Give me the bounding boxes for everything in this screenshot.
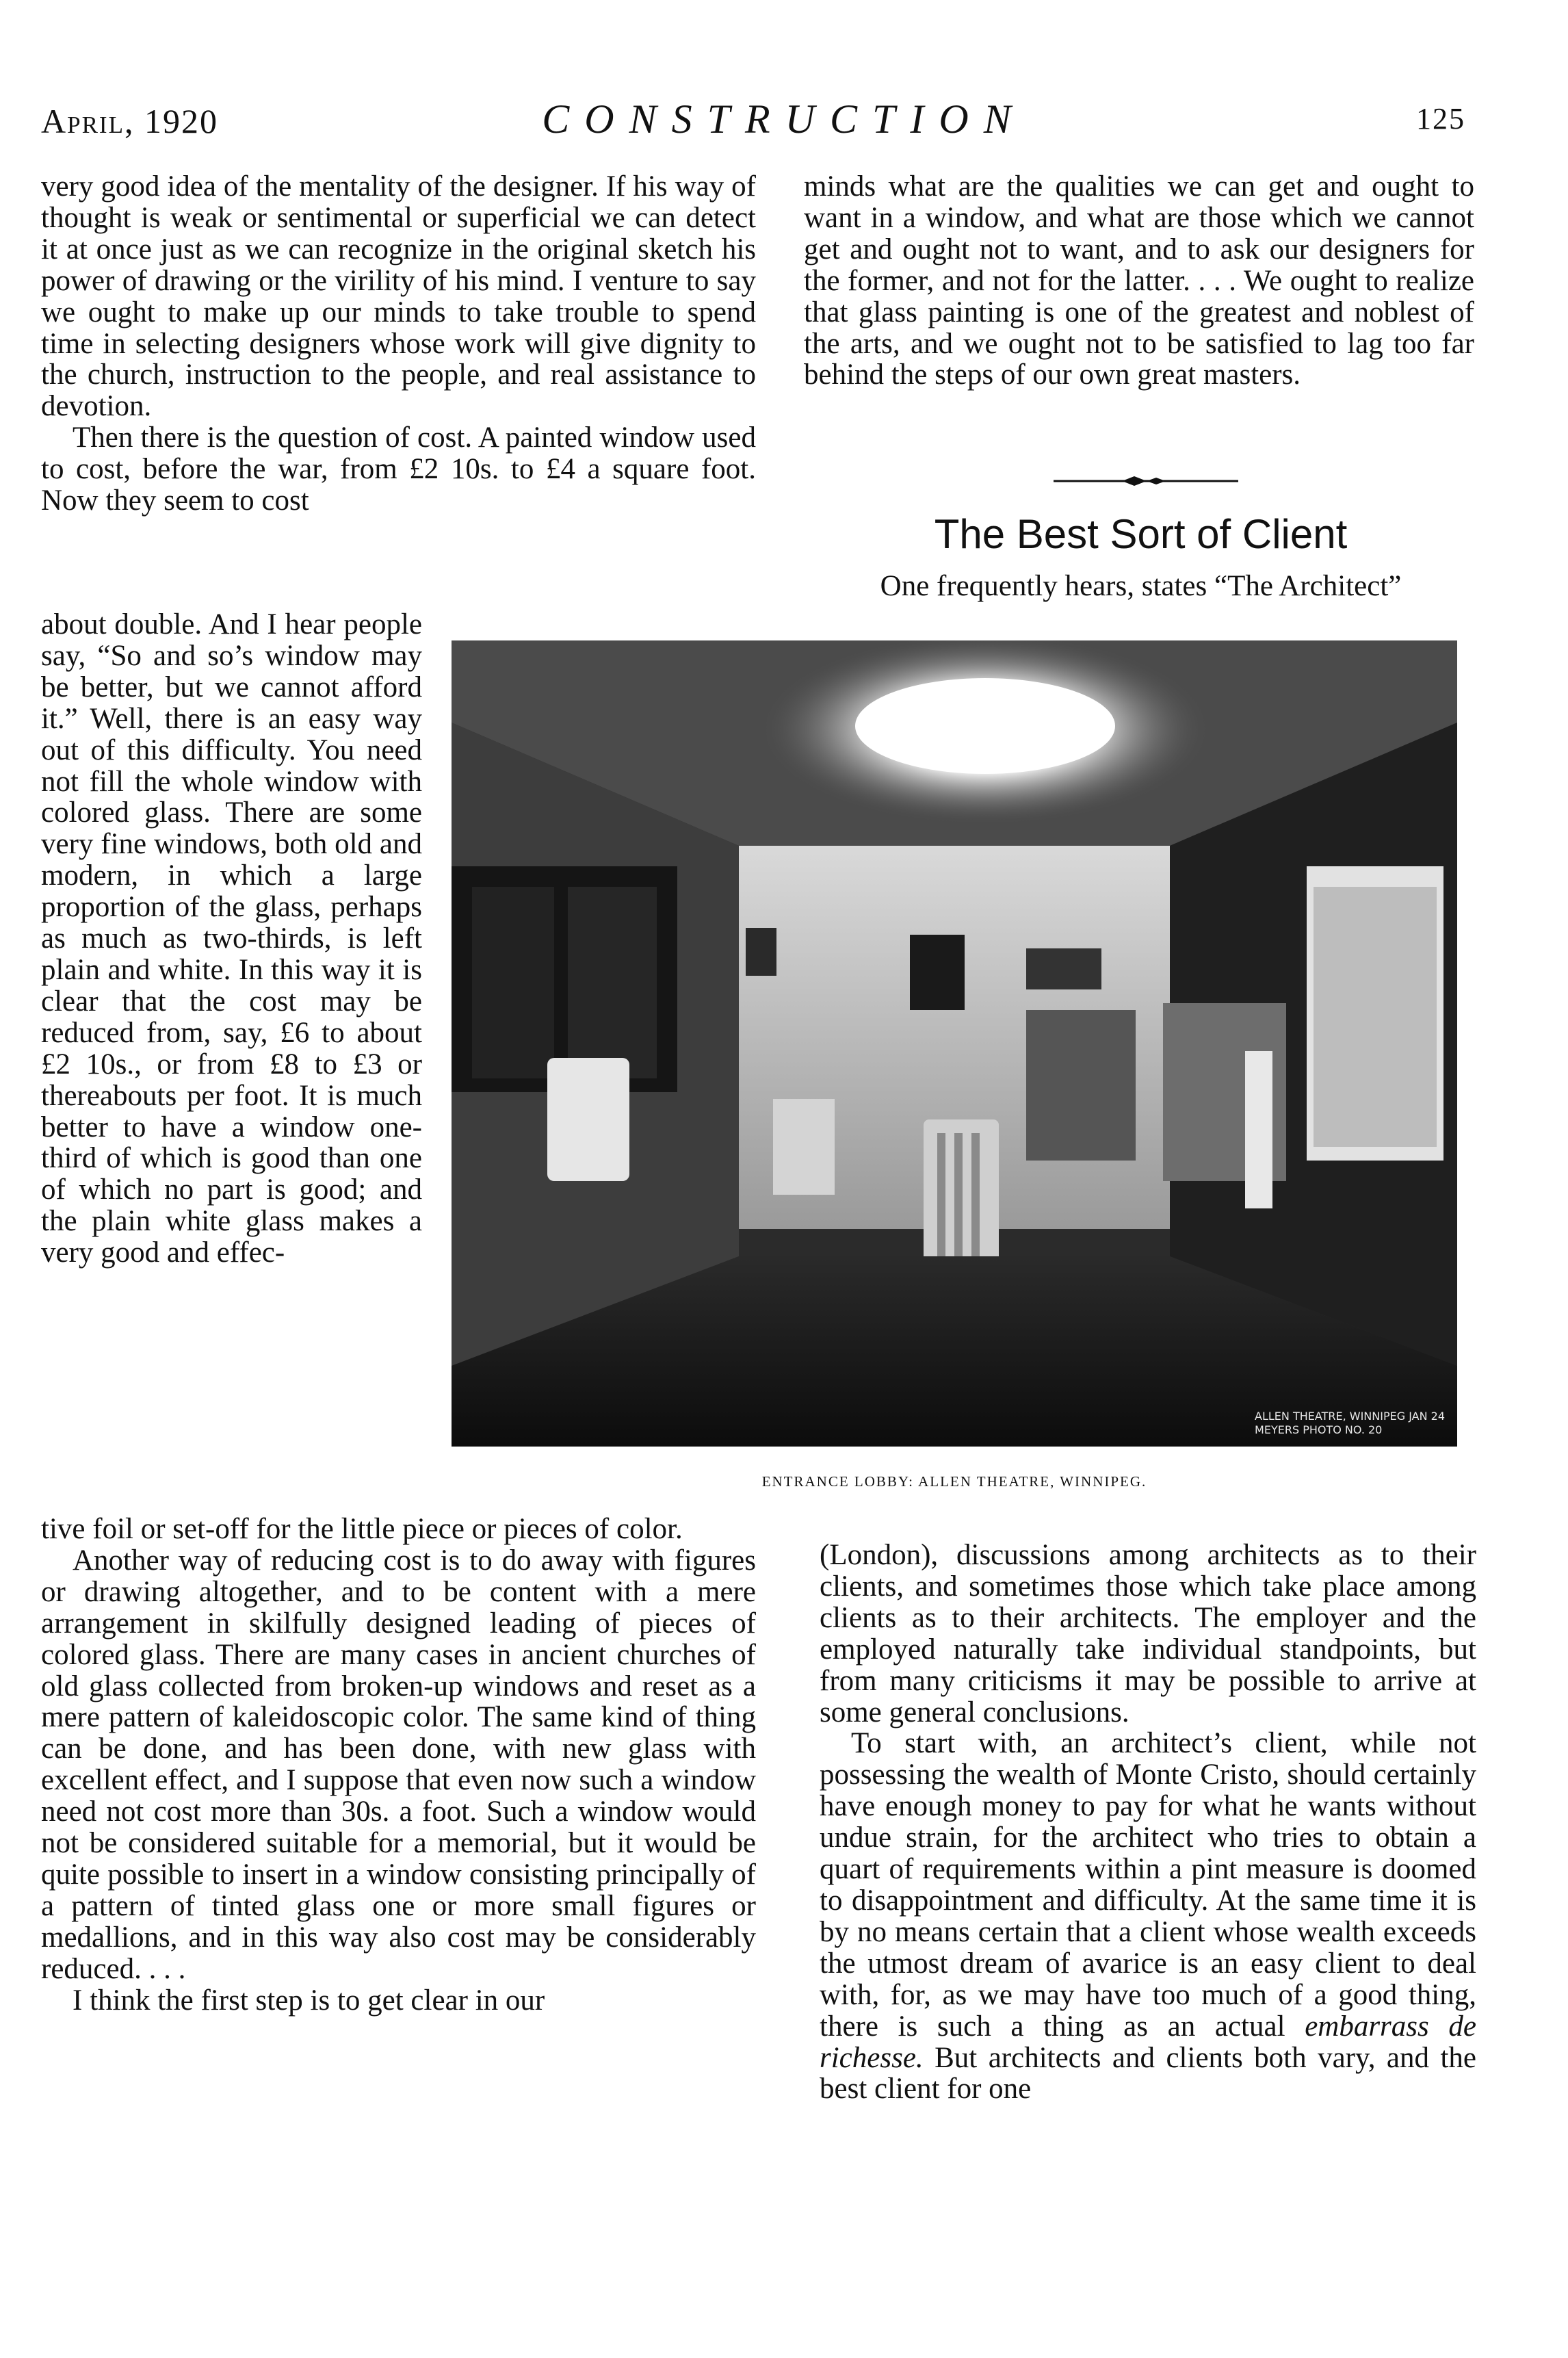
left-column-top xyxy=(41,171,756,517)
paragraph-cost-start: Then there is the question of cost. A painted window used to cost, before the war, from £2 10s. to £4 a square foot. Now they seem to cost xyxy=(41,422,756,517)
photo-credit xyxy=(1255,1410,1445,1437)
paragraph-to-start-with xyxy=(820,1728,1476,2105)
journal-title: CONSTRUCTION xyxy=(542,96,1026,142)
paragraph-mentality: very good idea of the mentality of the designer. If his way of thought is weak or sentimental or superficial we can detect it at once just as we can recognize in the original sketch his power of drawing or the virility of his mind. I venture to say we ought to make up our minds to take trouble to spend time in selecting designers whose work will give dignity to the church, instruction to the people, and real assistance to devotion. xyxy=(41,170,756,423)
lobby-photograph xyxy=(452,640,1457,1447)
photo-credit-line-2: MEYERS PHOTO NO. 20 xyxy=(1255,1423,1383,1436)
section-lead: One frequently hears, states “The Architect” xyxy=(880,570,1402,602)
paragraph-qualities: minds what are the qualities we can get and ought to want in a window, and what are those which we cannot get and ought not to want, and to ask our designers for the former, and not for the latter. . . . We ought to realize that glass painting is one of the greatest and noblest of the arts, and we ought not to be satisfied to lag too far behind the steps of our own great masters. xyxy=(804,170,1474,391)
page-number: 125 xyxy=(1416,102,1465,135)
paragraph-to-start-with-text: To start with, an architect’s client, while not possessing the wealth of Monte Cristo, should certainly have enough money to pay for what he wants without undue strain, for the architect who tries to obtain a quart of requirements within a pint measure is doomed to disappointment and difficulty. At the same time it is by no means certain that a client whose wealth exceeds the utmost dream of avarice is an easy client to deal with, for, as we may have too much of a good thing, there is such a thing as an actual xyxy=(820,1727,1476,2043)
issue-date: April, 1920 xyxy=(41,102,218,140)
left-column-narrow xyxy=(41,609,422,1269)
italic-phrase: embarrass de richesse. xyxy=(820,2010,1476,2074)
section-divider-ornament xyxy=(1054,474,1238,488)
paragraph-reducing-cost: Another way of reducing cost is to do away with figures or drawing altogether, and to be content with a mere arrangement in skilfully designed leading of pieces of colored glass. There are many cases in ancient churches of old glass collected from broken-up windows and reset as a mere pattern of kaleidoscopic color. The same kind of thing can be done, and has been done, with new glass with excellent effect, and I suppose that even now such a window need not cost more than 30s. a foot. Such a window would not be considered suitable for a memorial, but it would be quite possible to insert in a window consisting principally of a pattern of tinted glass one or more small figures or medallions, and in this way also cost may be considerably reduced. . . . xyxy=(41,1544,756,1985)
photo-credit-line-1: ALLEN THEATRE, WINNIPEG JAN 24 xyxy=(1255,1410,1445,1423)
paragraph-first-step: I think the first step is to get clear in our xyxy=(73,1984,545,2017)
left-column-bottom xyxy=(41,1514,756,2017)
paragraph-to-start-with-end: But architects and clients both vary, and the best client for one xyxy=(820,2041,1476,2106)
lobby-photo-illustration xyxy=(452,640,1457,1447)
paragraph-cost-end: tive foil or set-off for the little piece or pieces of color. xyxy=(41,1513,683,1545)
right-column-top xyxy=(804,171,1474,391)
section-title: The Best Sort of Client xyxy=(934,511,1348,557)
paragraph-london: (London), discussions among architects as to their clients, and sometimes those which take place among clients as to their architects. The employer and the employed naturally take individual standpoints, but from many criticisms it may be possible to arrive at some general conclusions. xyxy=(820,1539,1476,1728)
right-column-bottom xyxy=(820,1540,1476,2105)
paragraph-cost-narrow: about double. And I hear people say, “So and so’s window may be better, but we cannot afford it.” Well, there is an easy way out of this difficulty. You need not fill the whole window with colored glass. There are some very fine windows, both old and modern, in which a large proportion of the glass, perhaps as much as two-thirds, is left plain and white. In this way it is clear that the cost may be reduced from, say, £6 to about £2 10s., or from £8 to £3 or thereabouts per foot. It is much better to have a window one-third of which is good than one of which no part is good; and the plain white glass makes a very good and effec- xyxy=(41,608,422,1269)
photo-caption: ENTRANCE LOBBY: ALLEN THEATRE, WINNIPEG. xyxy=(761,1473,1147,1490)
